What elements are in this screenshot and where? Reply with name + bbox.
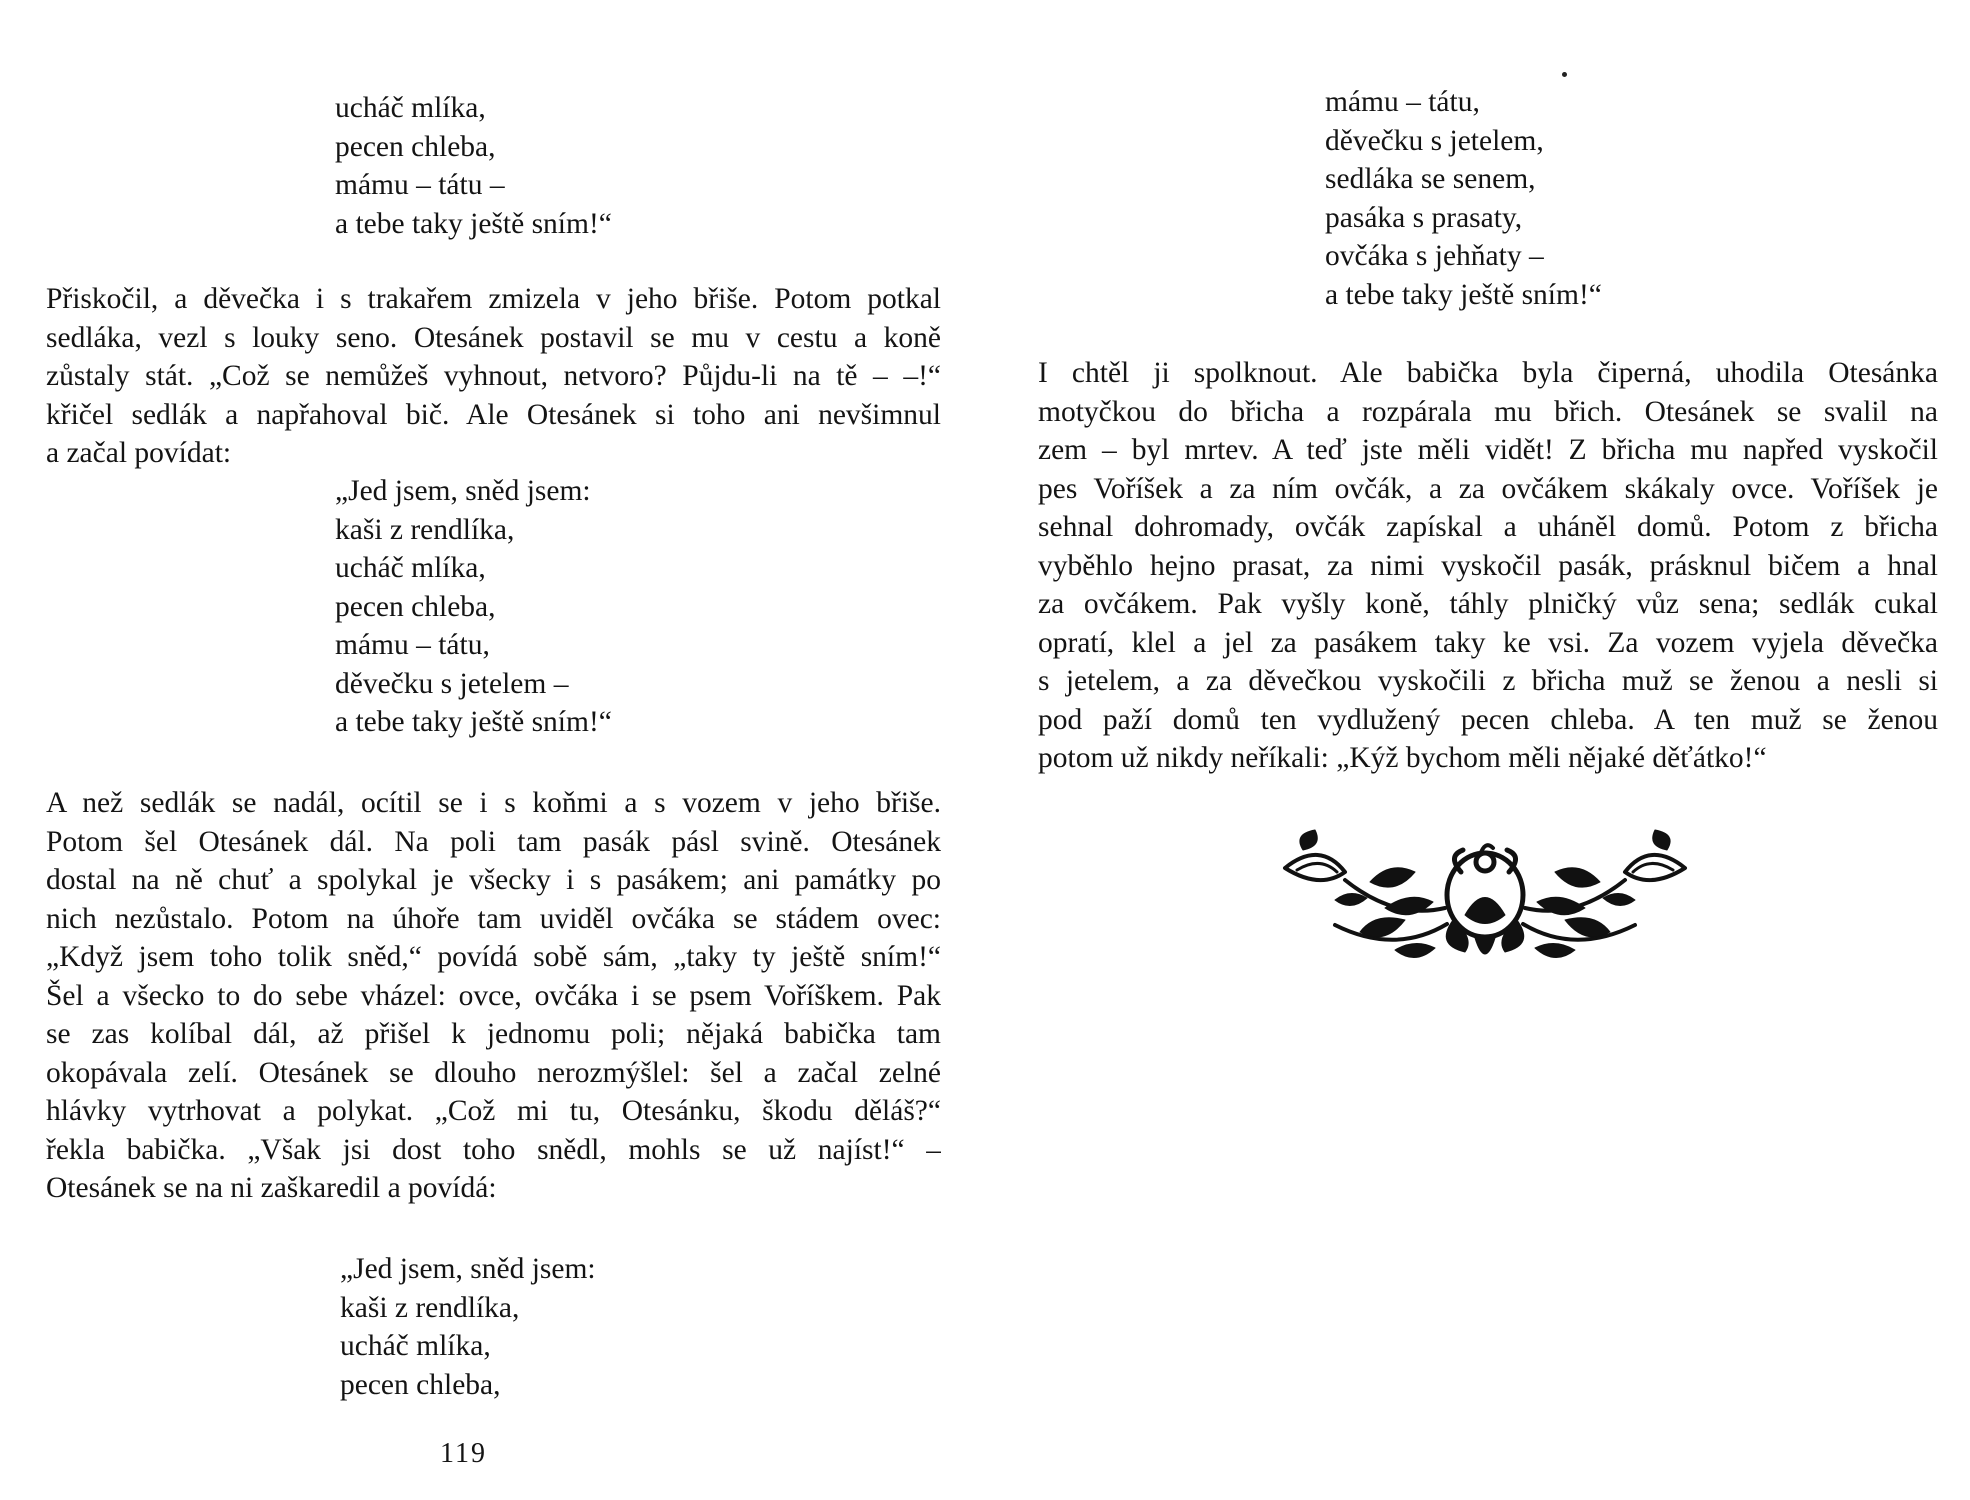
- text-line: I chtěl ji spolknout. Ale babička byla čiperná, uhodila Otesánka: [1038, 357, 1938, 389]
- text-line: nich nezůstalo. Potom na úhoře tam uviděl ovčáka se stádem ovec:: [46, 902, 941, 935]
- verse-line: pasáka s prasaty,: [1325, 201, 1523, 234]
- text-line: pod paží domů ten vydlužený pecen chleba. A ten muž se ženou: [1038, 703, 1938, 736]
- verse-line: kaši z rendlíka,: [340, 1291, 520, 1324]
- text-line: Otesánek se na ni zaškaredil a povídá:: [46, 1172, 497, 1204]
- floral-ornament-icon: [1275, 820, 1695, 980]
- verse-line: děvečku s jetelem,: [1325, 124, 1544, 157]
- prose-paragraph: [46, 280, 941, 473]
- page-number: 119: [440, 1438, 487, 1469]
- verse-line: a tebe taky ještě sním!“: [1325, 278, 1602, 311]
- text-line: dostal na ně chuť a spolykal je všecky i s pasákem; ani památky po: [46, 864, 941, 896]
- verse-line: a tebe taky ještě sním!“: [335, 706, 612, 738]
- verse-line: děvečku s jetelem –: [335, 667, 569, 700]
- verse-line: mámu – tátu,: [1325, 86, 1480, 118]
- verse-line: sedláka se senem,: [1325, 163, 1536, 195]
- prose-paragraph: [46, 784, 941, 1208]
- verse-line: „Jed jsem, sněd jsem:: [335, 475, 591, 507]
- text-line: a začal povídat:: [46, 437, 232, 469]
- verse-line: pecen chleba,: [335, 590, 496, 623]
- text-line: s jetelem, a za děvečkou vyskočili z břicha muž se ženou a nesli si: [1038, 665, 1938, 697]
- verse-line: mámu – tátu,: [335, 629, 490, 661]
- text-line: řekla babička. „Však jsi dost toho snědl, mohls se už najíst!“ –: [46, 1133, 941, 1166]
- verse-line: ucháč mlíka,: [335, 92, 486, 124]
- prose-paragraph: [1038, 354, 1938, 778]
- text-line: pes Voříšek a za ním ovčák, a za ovčákem skákaly ovce. Voříšek je: [1038, 472, 1938, 505]
- text-line: vyběhlo hejno prasat, za nimi vyskočil pasák, prásknul bičem a hnal: [1038, 549, 1938, 582]
- text-line: Přiskočil, a děvečka i s trakařem zmizela v jeho břiše. Potom potkal: [46, 283, 941, 315]
- text-line: Šel a všecko to do sebe vházel: ovce, ovčáka i se psem Voříškem. Pak: [46, 979, 941, 1012]
- text-line: se zas kolíbal dál, až přišel k jednomu poli; nějaká babička tam: [46, 1018, 941, 1050]
- text-line: sedláka, vezl s louky seno. Otesánek postavil se mu v cestu a koně: [46, 321, 941, 354]
- text-line: opratí, klel a jel za pasákem taky ke vsi. Za vozem vyjela děvečka: [1038, 626, 1938, 659]
- verse-stanza: [340, 1250, 596, 1404]
- text-line: Potom šel Otesánek dál. Na poli tam pasák pásl svině. Otesánek: [46, 825, 941, 858]
- verse-line: mámu – tátu –: [335, 169, 505, 201]
- text-line: zůstaly stát. „Což se nemůžeš vyhnout, netvoro? Půjdu-li na tě – –!“: [46, 360, 941, 392]
- text-line: motyčkou do břicha a rozpárala mu břich. Otesánek se svalil na: [1038, 395, 1938, 428]
- verse-line: ucháč mlíka,: [335, 552, 486, 584]
- text-line: zem – byl mrtev. A teď jste měli vidět! Z břicha mu napřed vyskočil: [1038, 434, 1938, 466]
- verse-line: kaši z rendlíka,: [335, 513, 515, 546]
- text-line: křičel sedlák a napřahoval bič. Ale Otesánek si toho ani nevšimnul: [46, 398, 941, 431]
- verse-stanza: [335, 89, 612, 243]
- verse-line: ucháč mlíka,: [340, 1330, 491, 1362]
- verse-stanza: [335, 472, 612, 742]
- text-line: okopávala zelí. Otesánek se dlouho nerozmýšlel: šel a začal zelné: [46, 1056, 941, 1089]
- verse-stanza: [1325, 83, 1602, 314]
- text-line: „Když jsem toho tolik sněd,“ povídá sobě sám, „taky ty ještě sním!“: [46, 941, 941, 973]
- verse-line: pecen chleba,: [335, 130, 496, 163]
- text-line: potom už nikdy neříkali: „Kýž bychom měli nějaké děťátko!“: [1038, 742, 1767, 774]
- verse-line: „Jed jsem, sněd jsem:: [340, 1253, 596, 1285]
- verse-line: ovčáka s jehňaty –: [1325, 240, 1544, 272]
- right-page: [985, 0, 1970, 1500]
- verse-line: pecen chleba,: [340, 1368, 501, 1401]
- text-line: sehnal dohromady, ovčák zapískal a uháněl domů. Potom z břicha: [1038, 511, 1938, 543]
- verse-line: a tebe taky ještě sním!“: [335, 207, 612, 240]
- ink-speck: [1562, 72, 1567, 77]
- text-line: hlávky vytrhovat a polykat. „Což mi tu, Otesánku, škodu děláš?“: [46, 1095, 941, 1127]
- text-line: za ovčákem. Pak vyšly koně, táhly plničký vůz sena; sedlák cukal: [1038, 588, 1938, 620]
- text-line: A než sedlák se nadál, ocítil se i s koňmi a s vozem v jeho břiše.: [46, 787, 941, 819]
